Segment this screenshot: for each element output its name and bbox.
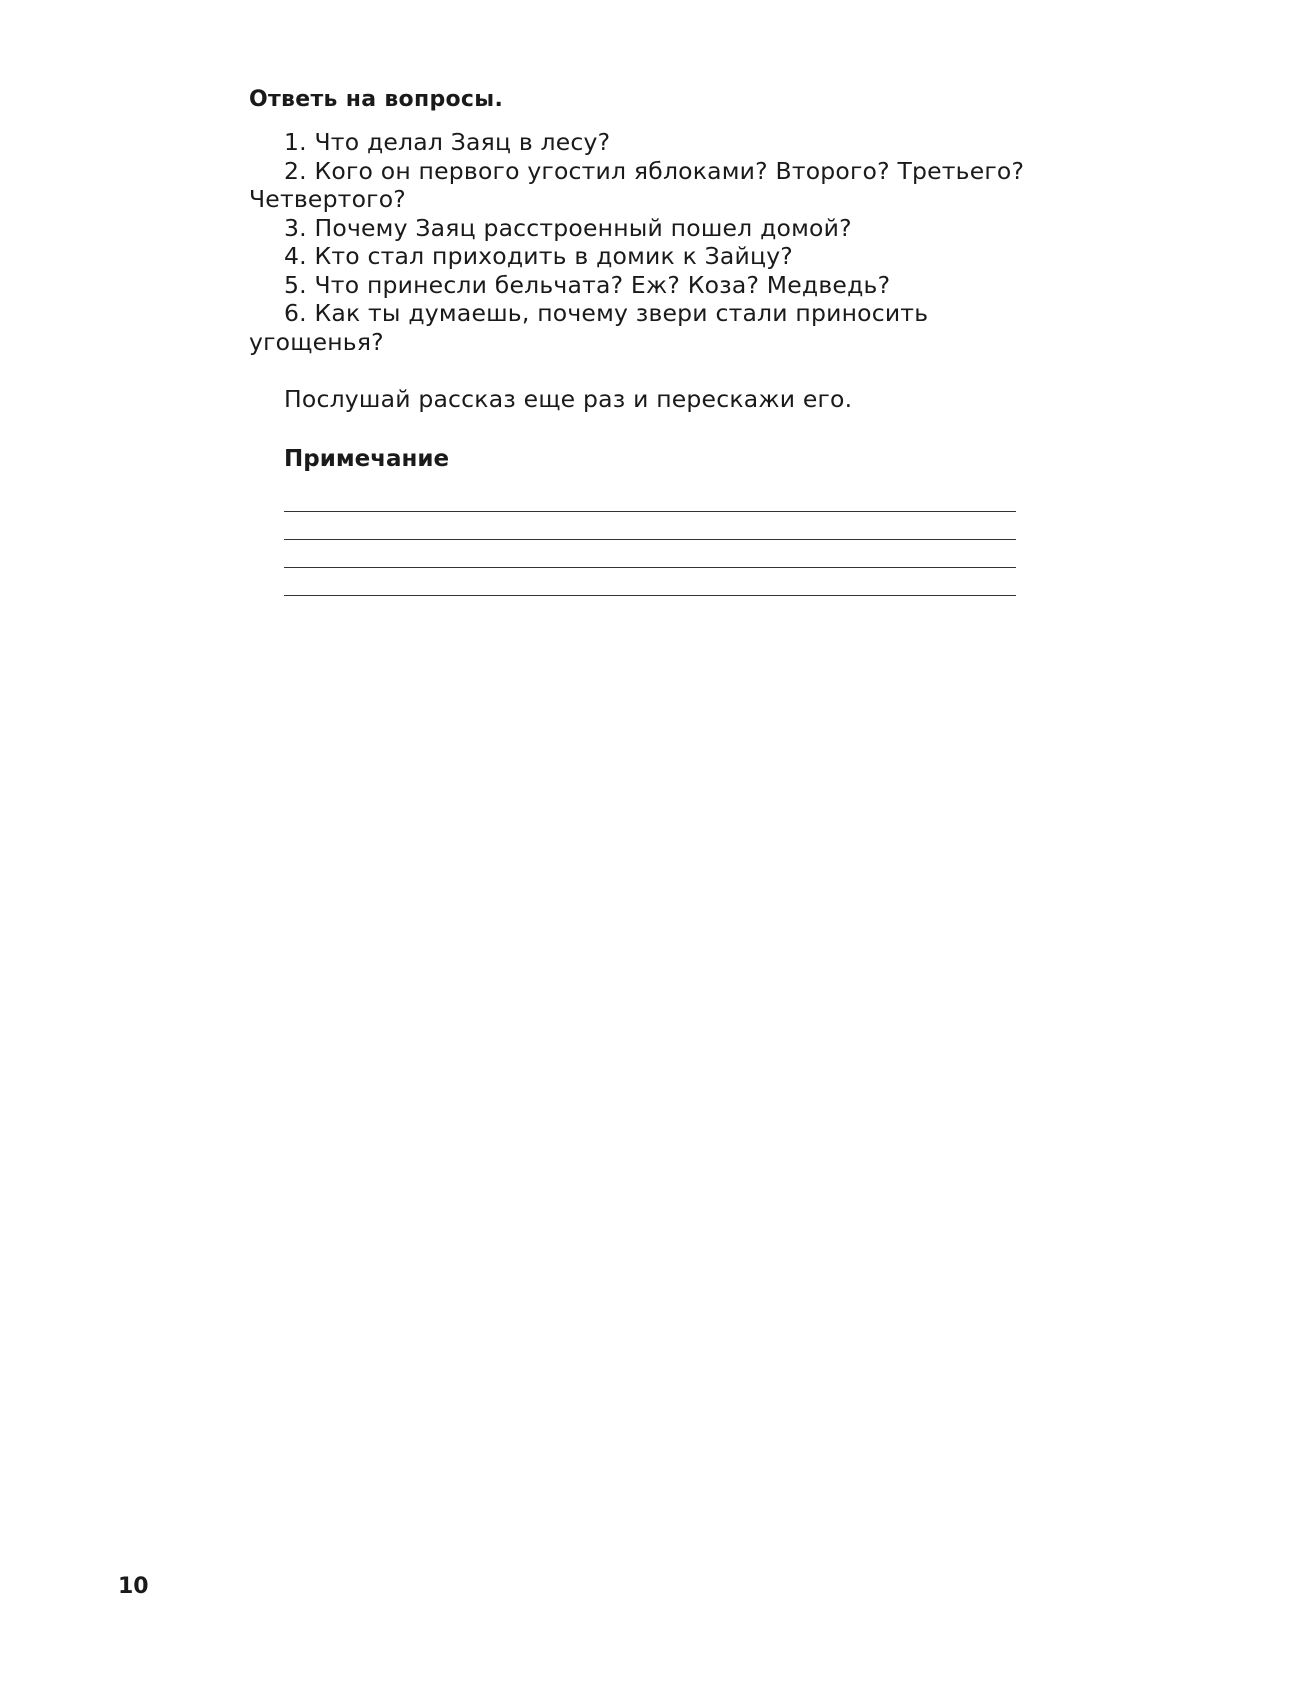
note-writing-line[interactable] <box>284 540 1016 568</box>
note-writing-line[interactable] <box>284 512 1016 540</box>
question-list <box>249 128 1049 356</box>
question-item: 6. Как ты думаешь, почему звери стали приносить угощенья? <box>249 299 929 356</box>
page-content <box>249 84 1049 596</box>
notes-section <box>249 444 1049 596</box>
notes-title: Примечание <box>284 446 450 472</box>
question-item: 5. Что принесли бельчата? Еж? Коза? Медведь? <box>284 270 891 299</box>
question-item: 1. Что делал Заяц в лесу? <box>284 128 611 156</box>
note-writing-line[interactable] <box>284 484 1016 512</box>
retell-instruction: Послушай рассказ еще раз и перескажи его. <box>284 385 853 413</box>
question-item: 4. Кто стал приходить в домик к Зайцу? <box>284 242 793 270</box>
question-item: 3. Почему Заяц расстроенный пошел домой? <box>284 213 852 242</box>
page-number: 10 <box>118 1574 149 1599</box>
question-item: 2. Кого он первого угостил яблоками? Второго? Третьего? Четвертого? <box>249 156 1025 213</box>
note-writing-line[interactable] <box>284 568 1016 596</box>
task-heading: Ответь на вопросы. <box>249 87 504 112</box>
